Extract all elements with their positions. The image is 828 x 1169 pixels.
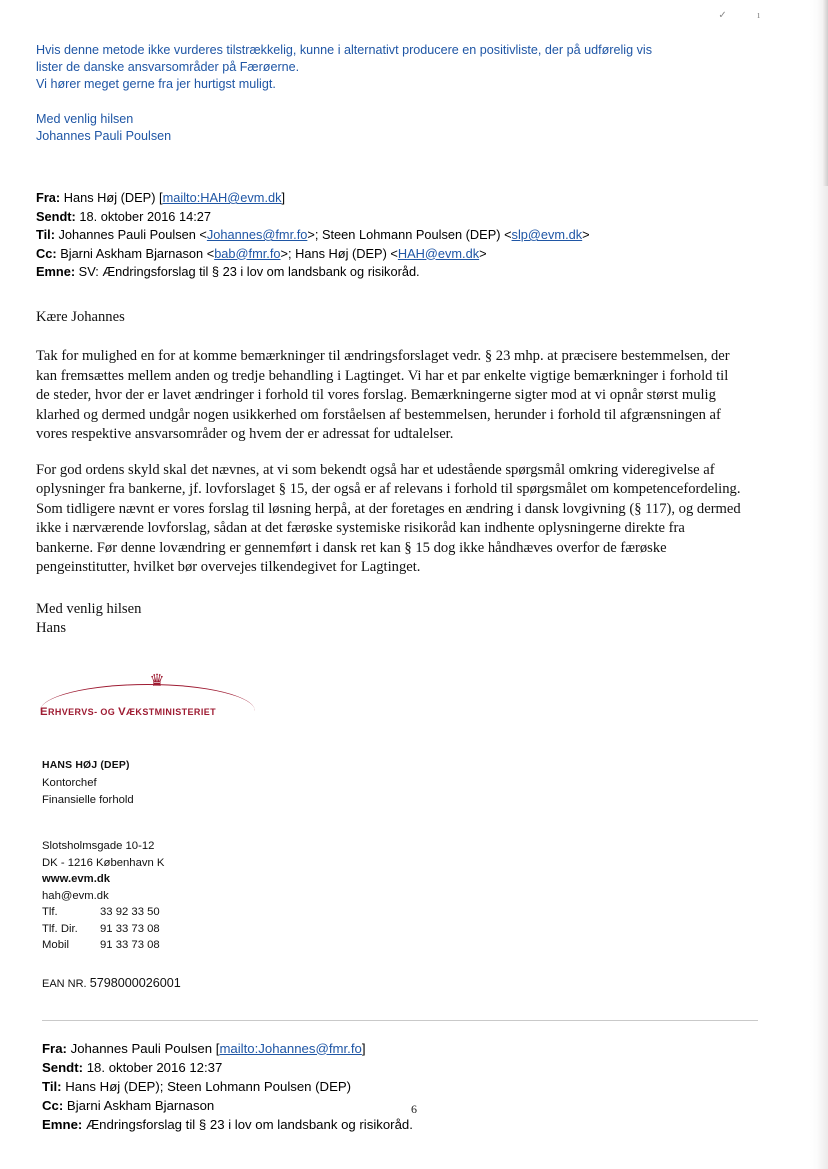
mail2-sent-label: Sendt: [42, 1059, 84, 1075]
logo-text-tail: ÆKSTMINISTERIET [126, 706, 217, 717]
signature-title: Kontorchef [42, 777, 97, 789]
mail2-cc-label: Cc: [42, 1097, 64, 1113]
signature-name: HANS HØJ (DEP) [42, 759, 130, 771]
logo-text-lead: E [40, 705, 48, 718]
from-close-bracket: ] [281, 190, 286, 205]
top-message-signature [36, 111, 746, 145]
from-mailto-link[interactable]: mailto:HAH@evm.dk [162, 190, 282, 205]
body-greeting: Kære Johannes [36, 308, 125, 325]
top-message [36, 42, 746, 145]
mail2-sent-row [42, 1058, 746, 1077]
mail2-subject-label: Emne: [42, 1116, 83, 1132]
sent-label: Sendt: [36, 208, 76, 224]
cc-link-2[interactable]: HAH@evm.dk [397, 245, 480, 261]
mail-header-first [36, 189, 746, 282]
mail2-from-close: ] [361, 1040, 366, 1056]
to-link-1[interactable]: Johannes@fmr.fo [206, 227, 308, 242]
mail-header-second [42, 1039, 746, 1134]
mail2-sent-value: 18. oktober 2016 12:37 [86, 1059, 223, 1075]
signature-email[interactable]: hah@evm.dk [42, 889, 109, 902]
mail2-subject-value: Ændringsforslag til § 23 i lov om landsbank og risikoråd. [85, 1116, 413, 1132]
signature-block [42, 758, 746, 809]
scan-marks: ✓ ı [718, 10, 774, 21]
sent-value: 18. oktober 2016 14:27 [79, 208, 212, 224]
mail-header-subject-row [36, 263, 746, 282]
from-label: Fra: [36, 190, 61, 205]
top-message-line-2: lister de danske ansvarsområder på Færøerne. [36, 60, 300, 74]
top-message-sender: Johannes Pauli Poulsen [36, 129, 172, 143]
section-divider [42, 1020, 758, 1021]
signature-mobile-row [42, 937, 746, 954]
mail2-cc-value: Bjarni Askham Bjarnason [66, 1097, 215, 1113]
mail2-to-label: Til: [42, 1078, 62, 1094]
mail2-from-label: Fra: [42, 1040, 67, 1056]
signature-website[interactable]: www.evm.dk [42, 873, 111, 885]
page-content [36, 42, 746, 1134]
body-closing: Med venlig hilsen [36, 600, 142, 617]
to-label: Til: [36, 227, 55, 242]
cc-prefix: Bjarni Askham Bjarnason < [60, 245, 215, 261]
logo-text-rest: - OG [94, 706, 119, 717]
signature-direct-value: 91 33 73 08 [100, 922, 160, 935]
to-middle: >; Steen Lohmann Poulsen (DEP) < [307, 227, 512, 242]
scan-edge-dark-strip [823, 0, 828, 186]
ministry-logo [40, 672, 270, 728]
cc-middle: >; Hans Høj (DEP) < [280, 245, 398, 261]
cc-link-1[interactable]: bab@fmr.fo [214, 245, 281, 261]
mail-body [36, 308, 742, 638]
ean-value: 5798000026001 [89, 975, 181, 990]
logo-text-main: RHVERVS [47, 706, 95, 717]
signature-phone-row [42, 904, 746, 921]
signature-mobile-label: Mobil [42, 939, 69, 951]
signature-phone-label: Tlf. [42, 906, 58, 918]
signature-city: DK - 1216 København K [42, 856, 165, 869]
logo-wordmark [40, 706, 216, 718]
to-suffix: > [582, 227, 590, 242]
mail2-from-name: Johannes Pauli Poulsen [ [70, 1040, 220, 1056]
signature-direct-label: Tlf. Dir. [42, 922, 78, 935]
logo-text-tail-lead: V [118, 705, 127, 718]
signature-mobile-value: 91 33 73 08 [100, 939, 160, 951]
cc-label: Cc: [36, 245, 57, 261]
body-paragraph-1: Tak for mulighed en for at komme bemærkninger til ændringsforslaget vedr. § 23 mhp. at præcisere bestemmelsen, der kan fremsættes mellem anden og tredje behandling i Lagtinget. Vi har et par enkelte vigtige bemærkninger i forhold til de steder, hvor der er lavet ændringer i forhold til vores forslag. Bemærkningerne sigter mod at vi opnår størst mulig klarhed og dermed undgår nogen usikkerhed om forståelsen af bestemmelsen, herunder i forhold til afgrænsningen af vores respektive ansvarsområder og hvem der er adressat for udtalelser. [36, 348, 730, 442]
body-sender: Hans [36, 619, 66, 636]
body-signature [36, 600, 742, 638]
mail-header-to-row [36, 226, 746, 245]
signature-phone-value: 33 92 33 50 [100, 906, 160, 918]
signature-street: Slotsholmsgade 10-12 [42, 840, 155, 852]
crown-icon: ♛ [149, 670, 165, 690]
top-message-line-1: Hvis denne metode ikke vurderes tilstrækkelig, kunne i alternativt producere en positivliste, der på udførelig vis [36, 43, 652, 57]
cc-suffix: > [479, 245, 487, 261]
mail-header-from-row [36, 189, 746, 208]
signature-department: Finansielle forhold [42, 793, 134, 806]
signature-address-block [42, 838, 746, 954]
ean-label: EAN NR. [42, 977, 87, 990]
page-number: 6 [411, 1102, 417, 1116]
mail-header-sent-row [36, 208, 746, 227]
mail2-to-value: Hans Høj (DEP); Steen Lohmann Poulsen (DEP) [65, 1078, 352, 1094]
signature-ean-row [42, 976, 746, 990]
subject-value: SV: Ændringsforslag til § 23 i lov om landsbank og risikoråd. [78, 264, 420, 279]
from-name: Hans Høj (DEP) [ [63, 190, 163, 205]
mail2-to-row [42, 1077, 746, 1096]
top-message-paragraph-1 [36, 42, 746, 93]
to-link-2[interactable]: slp@evm.dk [511, 227, 583, 242]
mail2-from-mailto-link[interactable]: mailto:Johannes@fmr.fo [219, 1040, 362, 1056]
mail-header-cc-row [36, 245, 746, 264]
signature-direct-row [42, 921, 746, 938]
top-message-closing: Med venlig hilsen [36, 112, 134, 126]
mail2-subject-row [42, 1115, 746, 1134]
subject-label: Emne: [36, 264, 76, 279]
mail2-from-row [42, 1039, 746, 1058]
body-paragraph-2: For god ordens skyld skal det nævnes, at vi som bekendt også har et udestående spørgsmål omkring videregivelse af oplysninger fra bankerne, jf. lovforslaget § 15, der også er af relevans i forhold til spørgsmålet om kompetencefordeling. Som tidligere nævnt er vores forslag til løsning herpå, at der foretages en ændring i dansk lovgivning (§ 117), og dermed ikke i nærværende lovforslag, sådan at det færøske systemiske risikoråd kan indhente oplysningerne direkte fra bankerne. Før denne lovændring er gennemført i dansk ret kan § 15 dog ikke håndhæves overfor de færøske pengeinstitutter, hvilket bør overvejes tilkendegivet for Lagtinget. [36, 461, 741, 575]
top-message-line-3: Vi hører meget gerne fra jer hurtigst muligt. [36, 77, 276, 91]
to-prefix: Johannes Pauli Poulsen < [58, 227, 207, 242]
